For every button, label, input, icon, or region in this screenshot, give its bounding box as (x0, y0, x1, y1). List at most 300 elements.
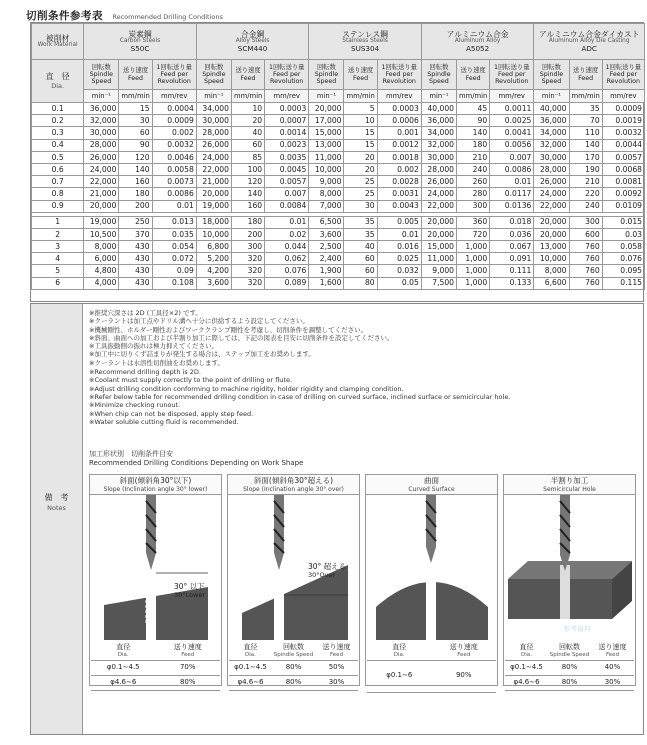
value-cell: 0.0012 (377, 139, 421, 151)
value-cell: 190 (569, 163, 602, 175)
value-cell: 0.002 (152, 127, 196, 139)
notes-section (30, 303, 644, 735)
value-cell: 20 (231, 115, 264, 127)
value-cell: 300 (231, 241, 264, 253)
value-cell: 90 (457, 115, 490, 127)
panel-title: 斜面(傾斜角30°以下) Slope (Inclination angle 30° lower) (90, 475, 221, 495)
table-row (32, 127, 645, 139)
value-cell: 0.0032 (602, 127, 644, 139)
value-cell: 0.03 (602, 228, 644, 240)
value-cell: 0.076 (265, 265, 309, 277)
angle-annotation: 30° 超える 30°Over (308, 562, 347, 579)
table-row (32, 139, 645, 151)
value-cell: 0.0003 (377, 103, 421, 115)
value-cell: 0.0045 (265, 163, 309, 175)
notes-label-en: Notes (47, 504, 66, 512)
value-cell: 140 (457, 127, 490, 139)
value-cell: 0.0084 (265, 200, 309, 212)
value-cell: 30,000 (421, 151, 456, 163)
value-cell: 0.0056 (490, 139, 534, 151)
panel-cell: 50% (315, 660, 358, 675)
value-cell: 1,000 (457, 241, 490, 253)
note-line: ※When chip can not be disposed, apply step feed. (89, 409, 254, 418)
dia-cell: 3 (32, 241, 84, 253)
value-cell: 0.0003 (265, 103, 309, 115)
value-cell: 0.002 (377, 163, 421, 175)
dia-cell: 0.9 (32, 200, 84, 212)
value-cell: 0.0136 (490, 200, 534, 212)
value-cell: 0.133 (490, 277, 534, 289)
note-line: ※Coolant must supply correctly to the point of drilling or flute. (89, 376, 293, 385)
value-cell: 0.01 (152, 200, 196, 212)
unit-cell: mm/min (119, 90, 152, 103)
value-cell: 8,000 (534, 265, 569, 277)
value-cell: 320 (231, 265, 264, 277)
value-cell: 0.05 (377, 277, 421, 289)
value-cell: 36,000 (84, 103, 119, 115)
value-cell: 0.044 (265, 241, 309, 253)
value-cell: 0.0092 (602, 188, 644, 200)
unit-cell: min⁻¹ (196, 90, 231, 103)
value-cell: 24,000 (421, 188, 456, 200)
value-cell: 10 (344, 115, 377, 127)
unit-cell: mm/rev (152, 90, 196, 103)
subheader-cell: 回転数 Spindle Speed (534, 60, 569, 90)
value-cell: 160 (119, 176, 152, 188)
note-line: ※Refer below table for recommended drilling condition in case of drilling on curved surface, inclined surface or semicircular hole. (89, 392, 511, 401)
value-cell: 10,000 (534, 253, 569, 265)
value-cell: 60 (119, 127, 152, 139)
value-cell: 6,000 (84, 253, 119, 265)
unit-cell: min⁻¹ (309, 90, 344, 103)
value-cell: 140 (231, 188, 264, 200)
panel-cell: 80% (272, 660, 315, 675)
dia-cell: 1 (32, 216, 84, 228)
subheader-row (32, 60, 645, 90)
shape-title-en: Recommended Drilling Conditions Depending on Work Shape (89, 459, 304, 467)
value-cell: 30 (119, 115, 152, 127)
value-cell: 200 (119, 200, 152, 212)
value-cell: 160 (231, 200, 264, 212)
value-cell: 0.02 (265, 228, 309, 240)
panel-col-header: 回転数 Spindle Speed (548, 642, 591, 660)
value-cell: 35 (569, 103, 602, 115)
value-cell: 0.0011 (490, 103, 534, 115)
value-cell: 170 (569, 151, 602, 163)
value-cell: 20 (344, 163, 377, 175)
value-cell: 40,000 (421, 103, 456, 115)
value-cell: 22,000 (84, 176, 119, 188)
unit-row (32, 90, 645, 103)
value-cell: 28,000 (534, 163, 569, 175)
panel-col-header: 送り速度 Feed (315, 642, 358, 660)
value-cell: 0.0007 (265, 115, 309, 127)
watermark: 参考資料 (563, 625, 591, 633)
value-cell: 9,000 (421, 265, 456, 277)
value-cell: 5,200 (196, 253, 231, 265)
subheader-cell: 送り速度 Feed (344, 60, 377, 90)
table-row (32, 151, 645, 163)
conditions-table-frame (30, 22, 644, 302)
value-cell: 4,800 (84, 265, 119, 277)
note-line: ※Water soluble cutting fluid is recommended. (89, 417, 239, 426)
slope-lower-diagram (90, 495, 221, 640)
dia-cell: 0.1 (32, 103, 84, 115)
value-cell: 4,000 (84, 277, 119, 289)
value-cell: 0.001 (377, 127, 421, 139)
value-cell: 30,000 (84, 127, 119, 139)
subheader-cell: 1回転送り量 Feed per Revolution (265, 60, 309, 90)
value-cell: 0.0117 (490, 188, 534, 200)
value-cell: 45 (457, 103, 490, 115)
subheader-cell: 1回転送り量 Feed per Revolution (602, 60, 644, 90)
value-cell: 0.018 (490, 216, 534, 228)
note-line: ※Adjust drilling condition conforming to machine rigidity, holder rigidity and clamping condition. (89, 384, 404, 393)
value-cell: 22,000 (421, 200, 456, 212)
subheader-cell: 回転数 Spindle Speed (84, 60, 119, 90)
subheader-cell: 1回転送り量 Feed per Revolution (152, 60, 196, 90)
value-cell: 0.091 (490, 253, 534, 265)
value-cell: 21,000 (196, 176, 231, 188)
value-cell: 0.108 (152, 277, 196, 289)
value-cell: 9,000 (309, 176, 344, 188)
value-cell: 300 (457, 200, 490, 212)
note-line: ※Recommend drilling depth is 2D. (89, 368, 201, 377)
panel-col-header: 直径 Dia. (505, 642, 548, 660)
value-cell: 320 (231, 253, 264, 265)
unit-cell: min⁻¹ (421, 90, 456, 103)
value-cell: 32,000 (84, 115, 119, 127)
value-cell: 24,000 (196, 151, 231, 163)
value-cell: 3,600 (196, 277, 231, 289)
note-line: ※クーラントは水溶性切削油をお奨めします。 (89, 358, 224, 367)
value-cell: 2,400 (309, 253, 344, 265)
value-cell: 1,900 (309, 265, 344, 277)
value-cell: 0.0028 (377, 176, 421, 188)
value-cell: 0.005 (377, 216, 421, 228)
value-cell: 220 (569, 188, 602, 200)
value-cell: 22,000 (534, 200, 569, 212)
notes-label (31, 304, 83, 734)
value-cell: 0.0081 (602, 176, 644, 188)
value-cell: 0.062 (265, 253, 309, 265)
unit-cell: mm/min (231, 90, 264, 103)
value-cell: 200 (231, 228, 264, 240)
table-row (32, 176, 645, 188)
value-cell: 110 (569, 127, 602, 139)
panel-cell: 80% (548, 660, 591, 675)
note-line: ※機械剛性、ホルダー剛性およびワーククランプ剛性を考慮し、切削条件を調整してください。 (89, 325, 368, 334)
value-cell: 0.115 (602, 277, 644, 289)
page-header (26, 8, 223, 23)
subheader-cell: 1回転送り量 Feed per Revolution (490, 60, 534, 90)
value-cell: 20,000 (534, 228, 569, 240)
value-cell: 11,000 (309, 151, 344, 163)
value-cell: 0.0032 (152, 139, 196, 151)
value-cell: 0.067 (490, 241, 534, 253)
panel-cell: φ0.1∼4.5 (229, 660, 272, 675)
value-cell: 26,000 (196, 139, 231, 151)
shape-title-jp: 加工形状別 切削条件目安 (89, 450, 173, 458)
value-cell: 34,000 (421, 127, 456, 139)
value-cell: 20 (344, 151, 377, 163)
value-cell: 0.01 (377, 228, 421, 240)
table-row (32, 216, 645, 228)
value-cell: 180 (231, 216, 264, 228)
dia-cell: 2 (32, 228, 84, 240)
shape-section-title (89, 450, 303, 468)
corner-cell: 被削材 Work Material (32, 24, 84, 60)
value-cell: 40 (231, 127, 264, 139)
dia-cell: 6 (32, 277, 84, 289)
value-cell: 17,000 (309, 115, 344, 127)
page-title: 切削条件参考表 (26, 10, 103, 22)
page-subtitle: Recommended Drilling Conditions (112, 13, 223, 21)
panel-cell: φ4.6∼6 (91, 675, 156, 690)
value-cell: 24,000 (534, 188, 569, 200)
value-cell: 70 (569, 115, 602, 127)
table-row (32, 115, 645, 127)
value-cell: 370 (119, 228, 152, 240)
value-cell: 30 (344, 200, 377, 212)
unit-cell: mm/rev (490, 90, 534, 103)
value-cell: 0.01 (490, 176, 534, 188)
panel-cell: 80% (272, 675, 315, 690)
value-cell: 40,000 (534, 103, 569, 115)
value-cell: 21,000 (84, 188, 119, 200)
value-cell: 0.0086 (152, 188, 196, 200)
panel-col-header: 直径 Dia. (229, 642, 272, 660)
value-cell: 26,000 (84, 151, 119, 163)
value-cell: 25 (344, 176, 377, 188)
curved-surface-diagram (366, 495, 497, 640)
table-row (32, 265, 645, 277)
value-cell: 720 (457, 228, 490, 240)
unit-cell: mm/min (344, 90, 377, 103)
dia-header: 直 径 Dia. (32, 60, 84, 103)
value-cell: 0.0004 (152, 103, 196, 115)
value-cell: 250 (119, 216, 152, 228)
value-cell: 0.072 (152, 253, 196, 265)
value-cell: 0.09 (152, 265, 196, 277)
table-row (32, 188, 645, 200)
value-cell: 25 (344, 188, 377, 200)
value-cell: 10 (231, 103, 264, 115)
value-cell: 20,000 (309, 103, 344, 115)
value-cell: 60 (344, 265, 377, 277)
dia-cell: 5 (32, 265, 84, 277)
value-cell: 10,000 (309, 163, 344, 175)
value-cell: 22,000 (196, 163, 231, 175)
value-cell: 40 (344, 241, 377, 253)
value-cell: 1,000 (457, 253, 490, 265)
value-cell: 0.025 (377, 253, 421, 265)
value-cell: 1,000 (457, 265, 490, 277)
note-line: ※Minimize checking runout. (89, 401, 181, 410)
value-cell: 60 (231, 139, 264, 151)
value-cell: 8,000 (309, 188, 344, 200)
value-cell: 80 (344, 277, 377, 289)
value-cell: 3,600 (309, 228, 344, 240)
value-cell: 18,000 (196, 216, 231, 228)
value-cell: 10,000 (196, 228, 231, 240)
material-1: 合金鋼 Alloy Steels SCM440 (196, 24, 309, 60)
value-cell: 60 (344, 253, 377, 265)
table-row (32, 241, 645, 253)
value-cell: 2,500 (309, 241, 344, 253)
notes-label-jp: 備 考 (44, 493, 69, 502)
panel-cell: 30% (315, 675, 358, 690)
value-cell: 320 (231, 277, 264, 289)
value-cell: 10,500 (84, 228, 119, 240)
value-cell: 0.0023 (265, 139, 309, 151)
value-cell: 280 (457, 188, 490, 200)
unit-cell: mm/rev (602, 90, 644, 103)
panel-title: 曲面 Curved Surface (366, 475, 497, 495)
dia-cell: 4 (32, 253, 84, 265)
subheader-cell: 送り速度 Feed (457, 60, 490, 90)
value-cell: 35 (344, 228, 377, 240)
note-line: ※工具振動側の振れは極力抑えてください。 (89, 342, 218, 351)
value-cell: 90 (119, 139, 152, 151)
value-cell: 20,000 (421, 228, 456, 240)
dia-cell: 0.6 (32, 163, 84, 175)
value-cell: 0.0006 (377, 115, 421, 127)
value-cell: 19,000 (84, 216, 119, 228)
note-line: ※推奨穴深さは 2D (工具径×2) です。 (89, 309, 202, 317)
value-cell: 140 (569, 139, 602, 151)
panel-conditions-table (91, 642, 220, 691)
value-cell: 6,500 (309, 216, 344, 228)
value-cell: 430 (119, 265, 152, 277)
value-cell: 0.076 (602, 253, 644, 265)
subheader-cell: 1回転送り量 Feed per Revolution (377, 60, 421, 90)
panel-cell: φ4.6∼6 (505, 675, 548, 690)
value-cell: 28,000 (196, 127, 231, 139)
value-cell: 85 (231, 151, 264, 163)
value-cell: 300 (569, 216, 602, 228)
panel-col-header: 送り速度 Feed (432, 642, 497, 660)
subheader-cell: 送り速度 Feed (569, 60, 602, 90)
subheader-cell: 送り速度 Feed (231, 60, 264, 90)
value-cell: 0.007 (490, 151, 534, 163)
value-cell: 260 (457, 176, 490, 188)
table-row (32, 277, 645, 289)
panel-cell: φ0.1∼6 (367, 660, 432, 692)
panel-col-header: 送り速度 Feed (591, 642, 634, 660)
table-row (32, 103, 645, 115)
panel-conditions-table (367, 642, 496, 693)
value-cell: 36,000 (421, 115, 456, 127)
value-cell: 0.111 (490, 265, 534, 277)
value-cell: 0.0035 (265, 151, 309, 163)
value-cell: 20,000 (84, 200, 119, 212)
value-cell: 7,500 (421, 277, 456, 289)
panel-cell: φ4.6∼6 (229, 675, 272, 690)
panel-cell: 30% (591, 675, 634, 690)
value-cell: 0.0057 (602, 151, 644, 163)
value-cell: 120 (231, 176, 264, 188)
material-0: 炭素鋼 Carbon Steels S50C (84, 24, 197, 60)
value-cell: 0.0019 (602, 115, 644, 127)
value-cell: 0.0046 (152, 151, 196, 163)
value-cell: 36,000 (534, 115, 569, 127)
value-cell: 20,000 (421, 216, 456, 228)
panel-cell: 80% (548, 675, 591, 690)
value-cell: 26,000 (534, 176, 569, 188)
value-cell: 430 (119, 277, 152, 289)
value-cell: 0.0109 (602, 200, 644, 212)
panel-title: 斜面(傾斜角30°超える) Slope (Inclination angle 30° over) (228, 475, 359, 495)
dia-cell: 0.7 (32, 176, 84, 188)
material-3: アルミニウム合金 Aluminum Alloy A5052 (421, 24, 534, 60)
value-cell: 0.0018 (377, 151, 421, 163)
value-cell: 0.01 (265, 216, 309, 228)
dia-cell: 0.5 (32, 151, 84, 163)
panel-cell: 80% (156, 675, 221, 690)
value-cell: 0.035 (152, 228, 196, 240)
value-cell: 30,000 (534, 151, 569, 163)
value-cell: 0.054 (152, 241, 196, 253)
value-cell: 0.058 (602, 241, 644, 253)
value-cell: 15 (344, 139, 377, 151)
unit-cell: mm/min (457, 90, 490, 103)
panel-col-header: 回転数 Spindle Speed (272, 642, 315, 660)
table-row (32, 200, 645, 212)
value-cell: 0.0009 (152, 115, 196, 127)
value-cell: 35 (344, 216, 377, 228)
value-cell: 0.0073 (152, 176, 196, 188)
value-cell: 240 (569, 200, 602, 212)
value-cell: 0.016 (377, 241, 421, 253)
panel-cell: 90% (432, 660, 497, 692)
value-cell: 430 (119, 253, 152, 265)
value-cell: 32,000 (534, 139, 569, 151)
subheader-cell: 回転数 Spindle Speed (196, 60, 231, 90)
unit-cell: mm/rev (377, 90, 421, 103)
value-cell: 0.0068 (602, 163, 644, 175)
subheader-cell: 送り速度 Feed (119, 60, 152, 90)
value-cell: 0.0043 (377, 200, 421, 212)
value-cell: 1,000 (457, 277, 490, 289)
value-cell: 0.095 (602, 265, 644, 277)
unit-cell: mm/min (569, 90, 602, 103)
unit-cell: min⁻¹ (534, 90, 569, 103)
note-line: ※クーラントは加工点やドリル溝へ十分に供給するよう設定してください。 (89, 317, 309, 326)
table-row (32, 228, 645, 240)
value-cell: 1,600 (309, 277, 344, 289)
panel-cell: φ0.1∼4.5 (91, 660, 156, 675)
dia-cell: 0.8 (32, 188, 84, 200)
note-line: ※斜面、曲面への加工および半割り加工に際しては、下記の図表を目安に切削条件を設定してください。 (89, 333, 394, 342)
dia-cell: 0.2 (32, 115, 84, 127)
value-cell: 100 (231, 163, 264, 175)
value-cell: 7,000 (309, 200, 344, 212)
value-cell: 5 (344, 103, 377, 115)
value-cell: 600 (569, 228, 602, 240)
dia-cell: 0.4 (32, 139, 84, 151)
value-cell: 19,000 (196, 200, 231, 212)
table-row (32, 163, 645, 175)
value-cell: 15 (344, 127, 377, 139)
value-cell: 0.0041 (490, 127, 534, 139)
value-cell: 760 (569, 241, 602, 253)
panel-title: 半割り加工 Semicircular Hole (504, 475, 635, 495)
value-cell: 15,000 (421, 241, 456, 253)
value-cell: 360 (457, 216, 490, 228)
value-cell: 0.036 (490, 228, 534, 240)
value-cell: 120 (119, 151, 152, 163)
